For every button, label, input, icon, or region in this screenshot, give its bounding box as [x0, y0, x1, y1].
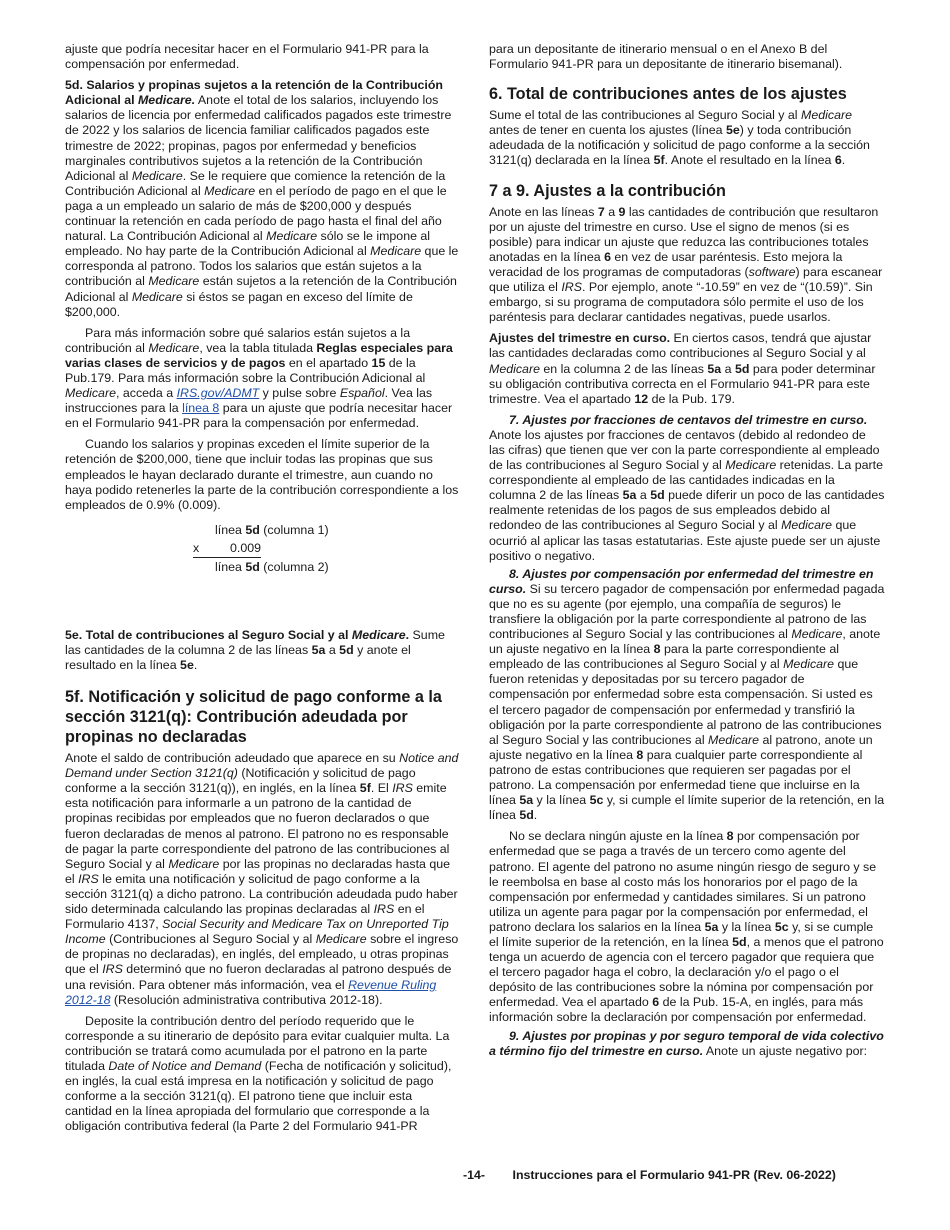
right-column: [489, 42, 885, 1065]
section-5d: 5d. Salarios y propinas sujetos a la retención de la Contribución Adicional al Medicare. Anote el total de los salarios, incluyendo los salarios de licencia por enfermedad calificados pagados este trimestre de 2022 y los salarios de licencia familiar calificados pagados este trimestre de 2022; propinas, pagos por enfermedad y beneficios marginales contributivos sujetos a la retención de la Contribución Adicional al Medicare. Se le requiere que comience la retención de la Contribución Adicional al Medicare en el período de pago en el que le paga a un empleado un salario de más de $200,000 y después continuar la retención en cada período de pago hasta el final del año natural. La Contribución Adicional al Medicare sólo se le impone al empleado. No hay parte de la Contribución Adicional al Medicare que le corresponda al patrono. Todos los salarios que están sujetos a la contribución al Medicare están sujetos a la retención de la Contribución Adicional al Medicare si éstos se pagan en exceso del límite de $200,000.: [65, 78, 459, 319]
paragraph-ajustes-trimestre: Ajustes del trimestre en curso. En ciertos casos, tendrá que ajustar las cantidades declaradas como contribuciones al Seguro Social y al Medicare en la columna 2 de las líneas 5a a 5d para poder determinar su obligación contributiva correcta en el Formulario 941-PR para este trimestre. Vea el apartado 12 de la Pub. 179.: [489, 331, 876, 406]
left-column: [65, 42, 461, 1140]
paragraph-cuando-salarios: Cuando los salarios y propinas exceden el límite superior de la retención de $200,000, tiene que incluir todas las propinas que sus empleados le hayan declarado durante el trimestre, aun cuando no haya podido retenerles la parte de la contribución correspondiente a los empleados de 0.9% (0.009).: [65, 437, 459, 512]
paragraph-6: Sume el total de las contribuciones al Seguro Social y al Medicare antes de tener en cuenta los ajustes (línea 5e) y toda contribución adeudada de la notificación y solicitud de pago conforme a la sección 3121(q) declarada en la línea 5f. Anote el resultado en la línea 6.: [489, 108, 870, 168]
document-title: Instrucciones para el Formulario 941-PR (Rev. 06-2022): [512, 1168, 836, 1182]
paragraph-7-9: Anote en las líneas 7 a 9 las cantidades de contribución que resultaron por un ajuste del trimestre en curso. Use el signo de menos (si es posible) para indicar un ajuste que reduzca las contribuciones totales anotadas en la línea 6 en vez de usar paréntesis. Esto mejora la veracidad de los programas de computadoras (software) para escanear que utiliza el IRS. Por ejemplo, anote “-10.59” en vez de “(10.59)”. Sin embargo, si su programa de computadora sólo permite el uso de los paréntesis para declarar cantidades negativas, puede usarlos.: [489, 204, 883, 325]
page-number: -14-: [463, 1168, 486, 1182]
paragraph-mas-informacion: Para más información sobre qué salarios están sujetos a la contribución al Medicare, vea la tabla titulada Reglas especiales para varias clases de servicios y de pagos en el apartado 15 de la Pub.179. Para más información sobre la Contribución Adicional al Medicare, acceda a IRS.gov/ADMT y pulse sobre Español. Vea las instrucciones para la línea 8 para un ajuste que podría necesitar hacer en el Formulario 941-PR para la compensación por enfermedad.: [65, 325, 453, 431]
link-irs-admt[interactable]: IRS.gov/ADMT: [176, 386, 260, 401]
paragraph-7-fracciones: 7. Ajustes por fracciones de centavos del trimestre en curso. Anote los ajustes por fracciones de centavos (debido al redondeo de las cifras) que tienen que ver con la parte correspondiente al empleado de las contribuciones al Seguro Social y al Medicare retenidas. La parte correspondiente al empleado de las cantidades indicadas en la columna 2 de las líneas 5a a 5d puede diferir un poco de las cantidades realmente retenidas de los pagos de sus empleados debido al redondeo de las contribuciones al Seguro Social y al Medicare que ocurrió al aplicar las tasas estatutarias. Este ajuste puede ser un ajuste positivo o negativo.: [489, 412, 885, 563]
calculation-formula: [193, 521, 343, 576]
page-footer: [463, 1168, 836, 1183]
paragraph-8-enfermedad: 8. Ajustes por compensación por enfermedad del trimestre en curso. Si su tercero pagador de compensación por enfermedad pagada que no es su agente (por ejemplo, una compañía de seguros) le transfiere la obligación por la parte correspondiente al patrono de las contribuciones al Seguro Social y las contribuciones al Medicare, anote un ajuste negativo en la línea 8 para la parte correspondiente al empleado de las contribuciones al Seguro Social y al Medicare que fueron retenidas y depositadas por su tercero pagador de compensación por enfermedad sobre esta compensación. Si usted es el tercero pagador de compensación por enfermedad y transfirió la obligación por la parte correspondiente al patrono de las contribuciones al Seguro Social y las contribuciones al Medicare al patrono, anote un ajuste negativo en la línea 8 para cualquier parte correspondiente al patrono de estas contribuciones que requieren ser pagadas por el patrono. La compensación por enfermedad tiene que incluirse en la línea 5a y la línea 5c y, si cumple el límite superior de la retención, en la línea 5d.: [489, 566, 885, 823]
paragraph-9-propinas: 9. Ajustes por propinas y por seguro temporal de vida colectivo a término fijo del trimestre en curso. Anote un ajuste negativo por:: [489, 1028, 884, 1058]
heading-6: 6. Total de contribuciones antes de los ajustes: [489, 85, 847, 104]
paragraph-continuation: ajuste que podría necesitar hacer en el Formulario 941-PR para la compensación por enfermedad.: [65, 42, 429, 72]
heading-5f: 5f. Notificación y solicitud de pago conforme a la sección 3121(q): Contribución adeudada por propinas no declaradas: [65, 688, 442, 747]
section-5e: 5e. Total de contribuciones al Seguro Social y al Medicare. Sume las cantidades de la columna 2 de las líneas 5a a 5d y anote el resultado en la línea 5e.: [65, 627, 445, 672]
heading-5d: 5d. Salarios y propinas sujetos a la retención de la Contribución Adicional al Medicare.: [65, 78, 444, 108]
paragraph-5f: Anote el saldo de contribución adeudado que aparece en su Notice and Demand under Section 3121(q) (Notificación y solicitud de pago conforme a la sección 3121(q)), en inglés, en la línea 5f. El IRS emite esta notificación para informarle a un patrono de la cantidad de propinas recibidas por empleados que no fueron declarados o que fueron declaradas de menos al patrono. El patrono no es responsable de pagar la parte correspondiente del patrono de las contribuciones al Seguro Social y al Medicare por las propinas no declaradas hasta que el IRS le emita una notificación y solicitud de pago conforme a la sección 3121(q) a dicho patrono. La contribución adeudada pudo haber sido determinada calculando las propinas declaradas al IRS en el Formulario 4137, Social Security and Medicare Tax on Unreported Tip Income (Contribuciones al Seguro Social y al Medicare sobre el ingreso de propinas no declaradas), en inglés, del empleado, u otras propinas que el IRS determinó que no fueron declaradas al patrono después de una revisión. Para obtener más información, vea el Revenue Ruling 2012-18 (Resolución administrativa contributiva 2012-18).: [65, 751, 459, 1007]
paragraph-no-se-declara: No se declara ningún ajuste en la línea 8 por compensación por enfermedad que se paga a través de un tercero como agente del patrono. El agente del patrono no asume ningún riesgo de seguro y se le reembolsa en base al costo más los honorarios por el pago de la compensación por enfermedad y cantidades similares. Si un patrono utiliza un agente para pagar por la compensación por enfermedad, el patrono declara los salarios en la línea 5a y la línea 5c y, si se cumple el límite superior de la retención, en la línea 5d, a menos que el patrono tenga un acuerdo de agencia con el tercero pagador que requiera que el tercero pagador haga el cobro, la declaración y/o el pago o el depósito de las contribuciones sobre la nómina por compensación por enfermedad. Vea el apartado 6 de la Pub. 15-A, en inglés, para más información sobre la declaración por compensación por enfermedad.: [489, 829, 884, 1025]
formula-row-1: línea 5d (columna 1): [215, 522, 329, 537]
formula-row-3: línea 5d (columna 2): [215, 559, 329, 574]
link-revenue-ruling[interactable]: Revenue Ruling 2012-18: [65, 977, 437, 1007]
paragraph-deposite: Deposite la contribución dentro del período requerido que le corresponde a su itinerario de depósito para evitar cualquier multa. La contribución se tratará como acumulada por el patrono en la parte titulada Date of Notice and Demand (Fecha de notificación y solicitud), en inglés, la cual está impresa en la notificación y solicitud de pago conforme a la sección 3121(q). El patrono tiene que incluir esta cantidad en la línea apropiada del formulario que corresponde a la obligación contributiva federal (la Parte 2 del Formulario 941-PR: [65, 1013, 452, 1134]
link-linea-8[interactable]: línea 8: [182, 401, 220, 416]
heading-5e: 5e. Total de contribuciones al Seguro Social y al Medicare.: [65, 627, 410, 642]
paragraph-continuation-right: para un depositante de itinerario mensual o en el Anexo B del Formulario 941-PR para un depositante de itinerario bisemanal).: [489, 42, 843, 72]
formula-row-2: x 0.009: [193, 539, 343, 558]
heading-7-9: 7 a 9. Ajustes a la contribución: [489, 181, 726, 200]
